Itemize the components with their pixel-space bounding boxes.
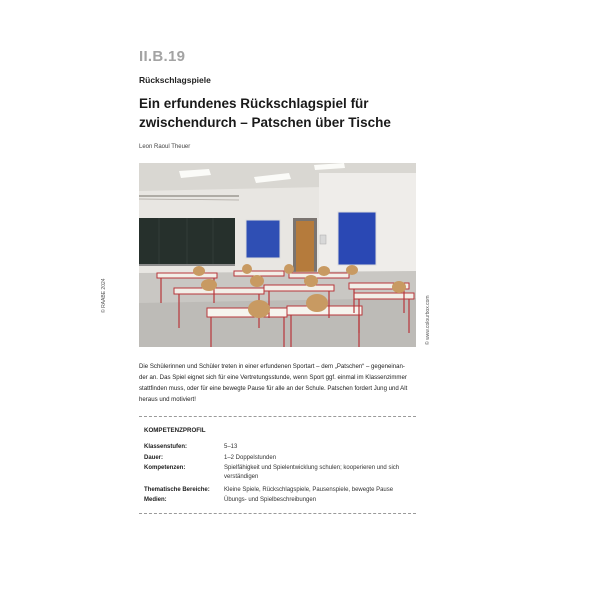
profile-label: Thematische Bereiche: xyxy=(144,487,210,493)
author-name: Leon Raoul Theuer xyxy=(139,144,191,150)
divider-top xyxy=(139,416,416,417)
profile-value: 5–13 xyxy=(224,444,238,450)
intro-line-1: Die Schülerinnen und Schüler treten in einer erfundenen Sportart – dem „Patschen“ – gegeneinan- xyxy=(139,363,405,370)
profile-label: Klassenstufen: xyxy=(144,444,188,450)
title-line-1: Ein erfundenes Rückschlagspiel für xyxy=(139,96,369,111)
intro-line-3: stattfinden muss, oder für eine bewegte Pause für alle an der Schule. Patschen fordert Jung und Alt xyxy=(139,385,408,392)
section-code: II.B.19 xyxy=(139,48,186,65)
profile-value: Kleine Spiele, Rückschlagspiele, Pausenspiele, bewegte Pause xyxy=(224,487,394,493)
intro-line-2: der an. Das Spiel eignet sich für eine Vertretungsstunde, wenn Sport ggf. einmal im Klassenzimmer xyxy=(139,374,407,381)
topic-heading: Rückschlagspiele xyxy=(139,75,211,85)
profile-label: Medien: xyxy=(144,497,167,503)
intro-line-4: heraus und motiviert! xyxy=(139,396,196,403)
intro-paragraph xyxy=(139,361,419,405)
title-line-2: zwischendurch – Patschen über Tische xyxy=(139,115,391,130)
side-copyright: © RAABE 2024 xyxy=(101,278,107,313)
divider-bottom xyxy=(139,513,416,514)
profile-value: Übungs- und Spielbeschreibungen xyxy=(224,497,317,503)
profile-label: Kompetenzen: xyxy=(144,465,186,471)
classroom-photo xyxy=(139,163,416,347)
photo-credit: © www.colourbox.com xyxy=(425,295,431,345)
profile-label: Dauer: xyxy=(144,455,164,461)
profile-value: 1–2 Doppelstunden xyxy=(224,455,277,461)
competence-profile-title: KOMPETENZPROFIL xyxy=(144,427,206,434)
profile-value: Spielfähigkeit und Spielentwicklung schulen; kooperieren und sich verständigen xyxy=(224,465,400,480)
page-title xyxy=(139,94,429,132)
